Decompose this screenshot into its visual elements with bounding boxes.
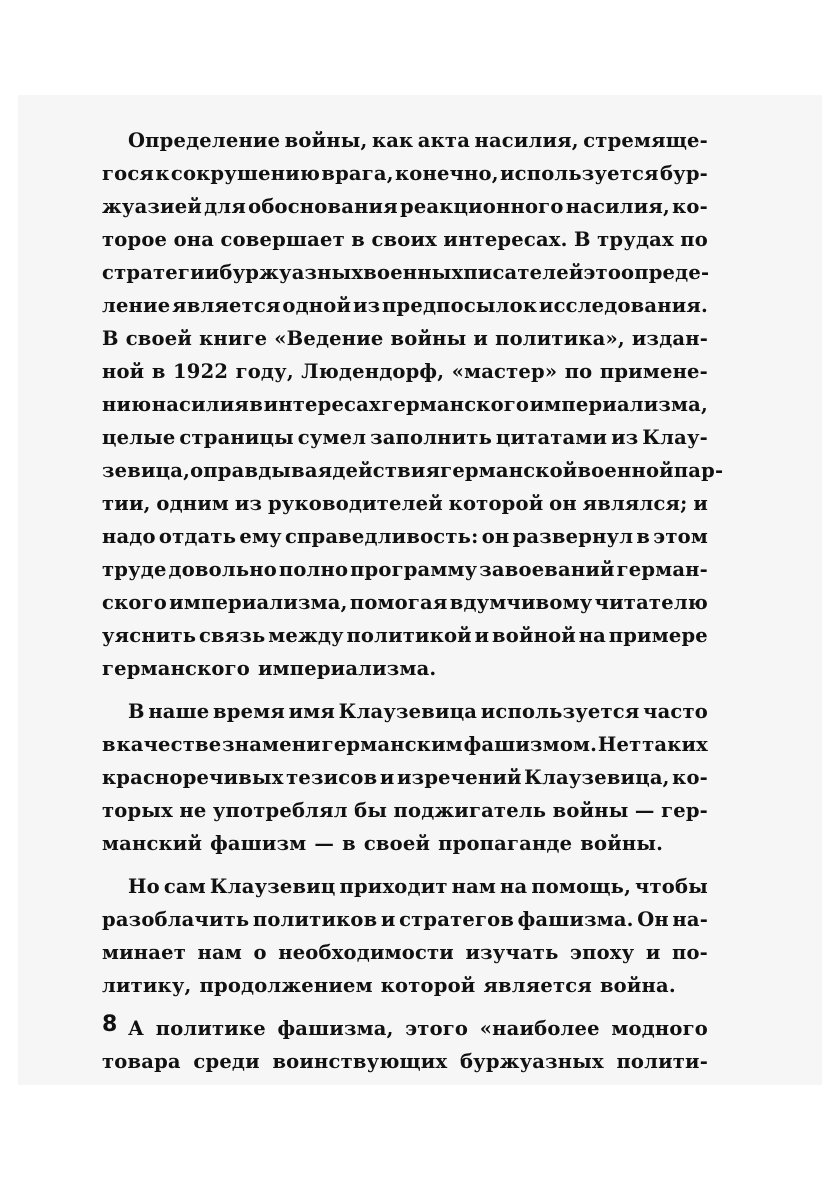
text-line: гося к сокрушению врага, конечно, используется бур- — [102, 162, 708, 185]
text-line: стратегии буржуазных военных писателей это опреде- — [102, 261, 710, 284]
text-line: ной в 1922 году, Людендорф, «мастер» по примене- — [102, 360, 708, 383]
text-line: целые страницы сумел заполнить цитатами из Клау- — [102, 426, 708, 449]
text-line: Но сам Клаузевиц приходит нам на помощь, чтобы — [128, 875, 708, 898]
text-line: надо отдать ему справедливость: он развернул в этом — [102, 525, 708, 548]
text-line: литику, продолжением которой является война. — [102, 974, 676, 997]
text-line: тии, одним из руководителей которой он являлся; и — [102, 492, 708, 515]
text-line: В своей книге «Ведение войны и политика», издан- — [102, 327, 708, 350]
text-line: манский фашизм — в своей пропаганде войны. — [102, 832, 664, 855]
text-line: А политике фашизма, этого «наиболее модного — [128, 1017, 708, 1040]
text-line: германского империализма. — [102, 657, 437, 680]
text-line: В наше время имя Клаузевица используется часто — [128, 700, 708, 723]
text-line: красноречивых тезисов и изречений Клаузевица, ко- — [102, 766, 708, 789]
text-line: в качестве знамени германским фашизмом. Нет таких — [102, 733, 708, 756]
paragraph-4 — [102, 1012, 708, 1078]
text-line: ление является одной из предпосылок исследования. — [102, 294, 708, 317]
text-line: зевица, оправдывая действия германской военной пар- — [102, 459, 724, 482]
text-body — [102, 124, 724, 1078]
text-line: разоблачить политиков и стратегов фашизма. Он на- — [102, 908, 708, 931]
text-line: Определение войны, как акта насилия, стремяще- — [128, 129, 708, 152]
text-line: нию насилия в интересах германского империализма, — [102, 393, 708, 416]
paragraph-3 — [102, 870, 708, 1002]
text-line: ского империализма, помогая вдумчивому читателю — [102, 591, 708, 614]
text-line: уяснить связь между политикой и войной на примере — [102, 624, 708, 647]
text-line: жуазией для обоснования реакционного насилия, ко- — [102, 195, 708, 218]
text-line: минает нам о необходимости изучать эпоху и по- — [102, 941, 708, 964]
text-line: торых не употреблял бы поджигатель войны — гер- — [102, 799, 708, 822]
text-line: товара среди воинствующих буржуазных полити- — [102, 1050, 708, 1073]
paragraph-1 — [102, 124, 724, 685]
page-number: 8 — [102, 1012, 118, 1037]
text-line: торое она совершает в своих интересах. В трудах по — [102, 228, 708, 251]
text-line: труде довольно полно программу завоеваний герман- — [102, 558, 708, 581]
paragraph-2 — [102, 695, 708, 860]
